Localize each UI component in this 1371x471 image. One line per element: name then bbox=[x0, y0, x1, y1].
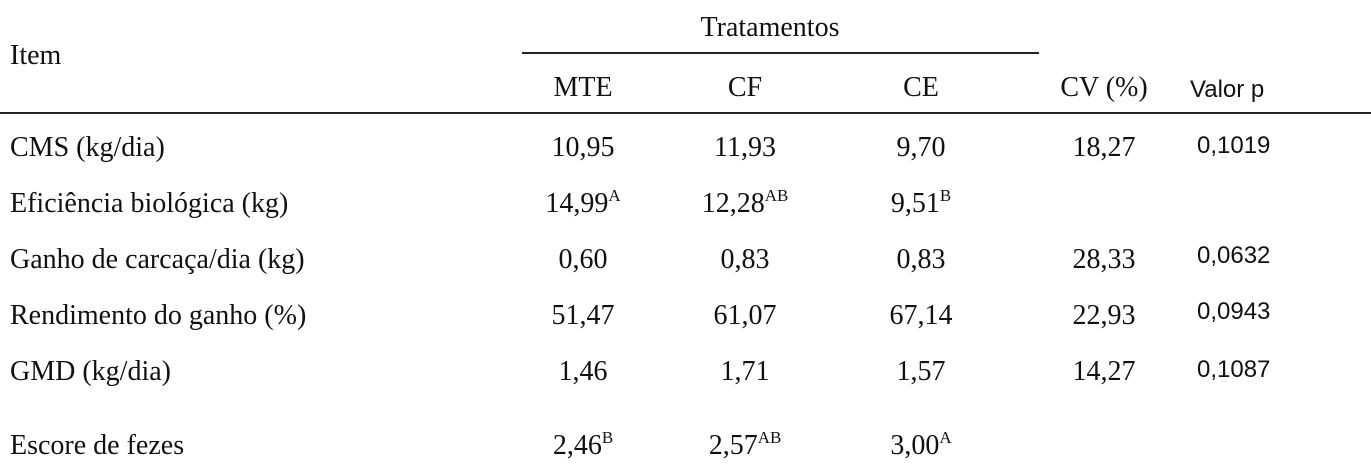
cell-ce bbox=[897, 132, 946, 164]
col-header-ce: CE bbox=[903, 72, 939, 103]
cell-value: 3,00 bbox=[890, 430, 940, 461]
group-underline bbox=[522, 52, 1039, 54]
cell-ce bbox=[891, 188, 951, 220]
cell-cf bbox=[721, 244, 770, 276]
cell-value: 51,47 bbox=[551, 300, 615, 331]
cell-cf bbox=[702, 188, 789, 220]
significance-letter: B bbox=[601, 428, 614, 447]
cell-cv: 22,93 bbox=[1072, 300, 1136, 331]
cell-cv: 14,27 bbox=[1072, 356, 1136, 387]
cell-value: 67,14 bbox=[889, 300, 953, 331]
cell-valor-p: 0,0632 bbox=[1197, 242, 1271, 269]
cell-cf bbox=[709, 430, 782, 462]
significance-letter: A bbox=[608, 186, 621, 205]
header-group-tratamentos: Tratamentos bbox=[700, 12, 840, 43]
col-header-cv: CV (%) bbox=[1060, 72, 1148, 103]
cell-valor-p: 0,1087 bbox=[1197, 356, 1271, 383]
cell-cv: 18,27 bbox=[1072, 132, 1136, 163]
cell-value: 9,70 bbox=[896, 132, 946, 163]
cell-mte bbox=[552, 300, 615, 332]
cell-value: 0,83 bbox=[896, 244, 946, 275]
cell-value: 2,57 bbox=[708, 430, 758, 461]
row-label: GMD (kg/dia) bbox=[10, 356, 171, 387]
cell-mte bbox=[545, 188, 620, 220]
cell-value: 1,57 bbox=[896, 356, 946, 387]
cell-ce bbox=[890, 430, 951, 462]
cell-value: 1,71 bbox=[720, 356, 770, 387]
cell-mte bbox=[553, 430, 613, 462]
row-label: CMS (kg/dia) bbox=[10, 132, 165, 163]
cell-value: 10,95 bbox=[551, 132, 615, 163]
cell-value: 9,51 bbox=[890, 188, 940, 219]
row-label: Rendimento do ganho (%) bbox=[10, 300, 307, 331]
cell-value: 0,83 bbox=[720, 244, 770, 275]
cell-cv: 28,33 bbox=[1072, 244, 1136, 275]
cell-mte bbox=[552, 132, 615, 164]
col-header-valor-p: Valor p bbox=[1190, 76, 1265, 103]
cell-value: 1,46 bbox=[558, 356, 608, 387]
row-label: Ganho de carcaça/dia (kg) bbox=[10, 244, 305, 275]
cell-value: 0,60 bbox=[558, 244, 608, 275]
significance-letter: AB bbox=[764, 186, 789, 205]
cell-ce bbox=[897, 244, 946, 276]
significance-letter: A bbox=[939, 428, 952, 447]
row-label: Escore de fezes bbox=[10, 430, 185, 461]
cell-value: 14,99 bbox=[545, 188, 609, 219]
cell-value: 11,93 bbox=[714, 132, 776, 163]
cell-ce bbox=[897, 356, 946, 388]
significance-letter: AB bbox=[757, 428, 782, 447]
row-label: Eficiência biológica (kg) bbox=[10, 188, 289, 219]
col-header-mte: MTE bbox=[553, 72, 613, 103]
cell-value: 61,07 bbox=[713, 300, 777, 331]
cell-value: 12,28 bbox=[701, 188, 765, 219]
cell-cf bbox=[721, 356, 770, 388]
cell-valor-p: 0,1019 bbox=[1197, 132, 1271, 159]
cell-mte bbox=[559, 356, 608, 388]
cell-cf bbox=[714, 132, 776, 164]
cell-cf bbox=[714, 300, 777, 332]
cell-value: 2,46 bbox=[552, 430, 602, 461]
col-header-cf: CF bbox=[727, 72, 763, 103]
header-rule bbox=[0, 112, 1371, 114]
header-item: Item bbox=[10, 40, 62, 71]
cell-valor-p: 0,0943 bbox=[1197, 298, 1271, 325]
significance-letter: B bbox=[939, 186, 952, 205]
cell-ce bbox=[890, 300, 953, 332]
cell-mte bbox=[559, 244, 608, 276]
